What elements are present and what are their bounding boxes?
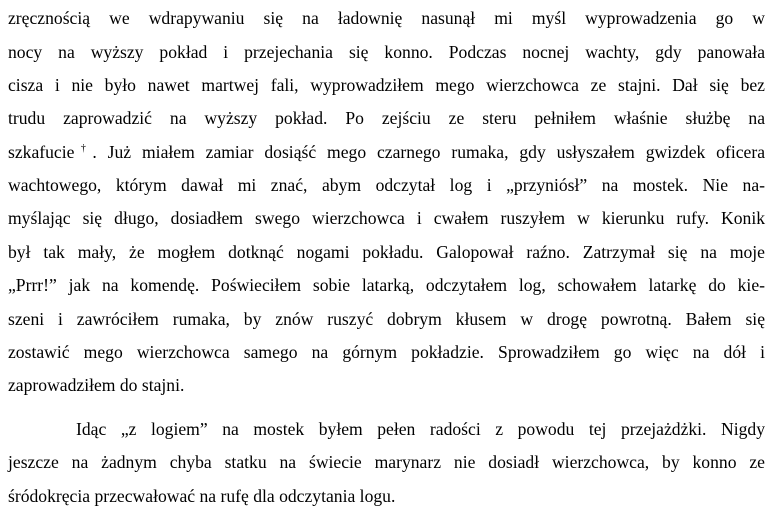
footnote-mark: † bbox=[74, 143, 93, 155]
text-line bbox=[8, 137, 765, 167]
text-line: szeni i zawróciłem rumaka, by znów ruszyć dobrym kłusem w drogę powrotną. Bałem się bbox=[8, 309, 765, 329]
text-line: cisza i nie było nawet martwej fali, wyprowadziłem mego wierzchowca ze stajni. Dał się bez bbox=[8, 75, 765, 95]
text-line: nocy na wyższy pokład i przejechania się konno. Podczas nocnej wachty, gdy panowała bbox=[8, 42, 765, 62]
text-line: Idąc „z logiem” na mostek byłem pełen radości z powodu tej przejażdżki. Nigdy bbox=[76, 419, 765, 439]
text-segment: szkafucie bbox=[8, 142, 75, 162]
text-line: był tak mały, że mogłem dotknąć nogami pokładu. Galopował raźno. Zatrzymał się na moje bbox=[8, 242, 765, 262]
text-segment: . Już miałem zamiar dosiąść mego czarnego rumaka, gdy usłyszałem gwizdek oficera bbox=[92, 142, 766, 162]
text-line: zaprowadziłem do stajni. bbox=[8, 375, 185, 395]
text-line: zostawić mego wierzchowca samego na górnym pokładzie. Sprowadziłem go więc na dół i bbox=[8, 342, 765, 362]
text-line: zręcznością we wdrapywaniu się na ładownię nasunął mi myśl wyprowadzenia go w bbox=[8, 8, 765, 28]
text-line: „Prrr!” jak na komendę. Poświeciłem sobie latarką, odczytałem log, schowałem latarkę do kie- bbox=[8, 275, 765, 295]
text-line: wachtowego, którym dawał mi znać, abym odczytał log i „przyniósł” na mostek. Nie na- bbox=[8, 175, 765, 195]
text-line: jeszcze na żadnym chyba statku na świecie marynarz nie dosiadł wierzchowca, by konno ze bbox=[8, 452, 765, 472]
text-line: trudu zaprowadzić na wyższy pokład. Po zejściu ze steru pełniłem właśnie służbę na bbox=[8, 108, 765, 128]
text-line: śródokręcia przecwałować na rufę dla odczytania logu. bbox=[8, 486, 396, 506]
text-line: myślając się długo, dosiadłem swego wierzchowca i cwałem ruszyłem w kierunku rufy. Konik bbox=[8, 208, 765, 228]
